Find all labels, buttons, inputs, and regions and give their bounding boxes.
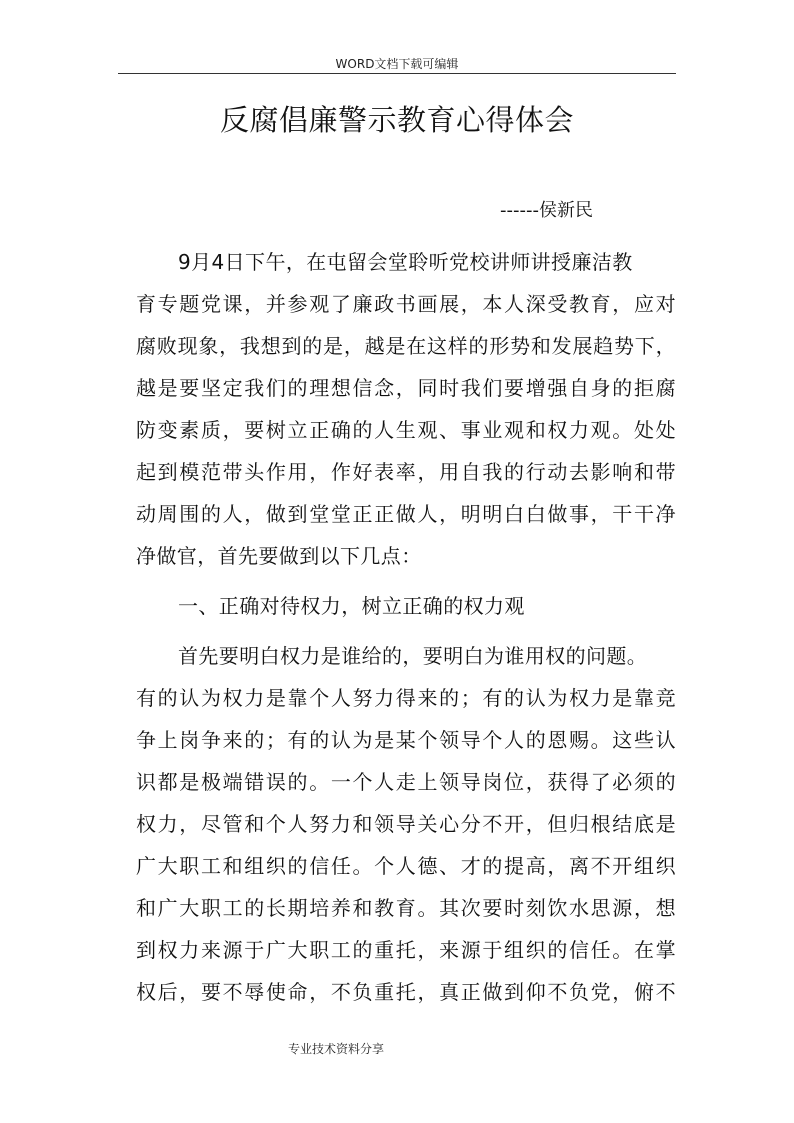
paragraph-2-line-7: 和广大职工的长期培养和教育。其次要时刻饮水思源，想	[136, 896, 676, 920]
paragraph-1-line-8: 净做官，首先要做到以下几点：	[136, 544, 422, 568]
header-divider	[118, 73, 676, 74]
paragraph-2-line-8: 到权力来源于广大职工的重托，来源于组织的信任。在掌	[136, 938, 676, 962]
author-line: ------侯新民	[500, 200, 593, 221]
paragraph-2-line-6: 广大职工和组织的信任。个人德、才的提高，离不开组织	[136, 854, 676, 878]
page-footer-text: 专业技术资料分享	[288, 1042, 385, 1056]
paragraph-1-line-6: 起到模范带头作用，作好表率，用自我的行动去影响和带	[136, 460, 676, 484]
page-header-text: WORD文档下载可编辑	[335, 57, 459, 71]
paragraph-1-line-4: 越是要坚定我们的理想信念，同时我们要增强自身的拒腐	[136, 376, 676, 400]
paragraph-1-line-3: 腐败现象，我想到的是，越是在这样的形势和发展趋势下，	[136, 334, 676, 358]
paragraph-1-line-7: 动周围的人，做到堂堂正正做人，明明白白做事，干干净	[136, 502, 676, 526]
paragraph-2-line-3: 争上岗争来的；有的认为是某个领导个人的恩赐。这些认	[136, 728, 676, 752]
paragraph-1-line-5: 防变素质，要树立正确的人生观、事业观和权力观。处处	[136, 418, 676, 442]
document-title: 反腐倡廉警示教育心得体会	[219, 103, 574, 137]
paragraph-1-line-1: 9月4日下午，在屯留会堂聆听党校讲师讲授廉洁教	[178, 250, 633, 274]
paragraph-1-line-2: 育专题党课，并参观了廉政书画展，本人深受教育，应对	[136, 292, 676, 316]
paragraph-2-line-2: 有的认为权力是靠个人努力得来的；有的认为权力是靠竞	[136, 686, 676, 710]
section-1-heading: 一、正确对待权力，树立正确的权力观	[178, 594, 525, 618]
paragraph-2-line-4: 识都是极端错误的。一个人走上领导岗位，获得了必须的	[136, 770, 676, 794]
paragraph-2-line-1: 首先要明白权力是谁给的，要明白为谁用权的问题。	[178, 644, 648, 668]
paragraph-2-line-9: 权后，要不辱使命，不负重托，真正做到仰不负党，俯不	[136, 980, 676, 1004]
paragraph-2-line-5: 权力，尽管和个人努力和领导关心分不开，但归根结底是	[136, 812, 676, 836]
